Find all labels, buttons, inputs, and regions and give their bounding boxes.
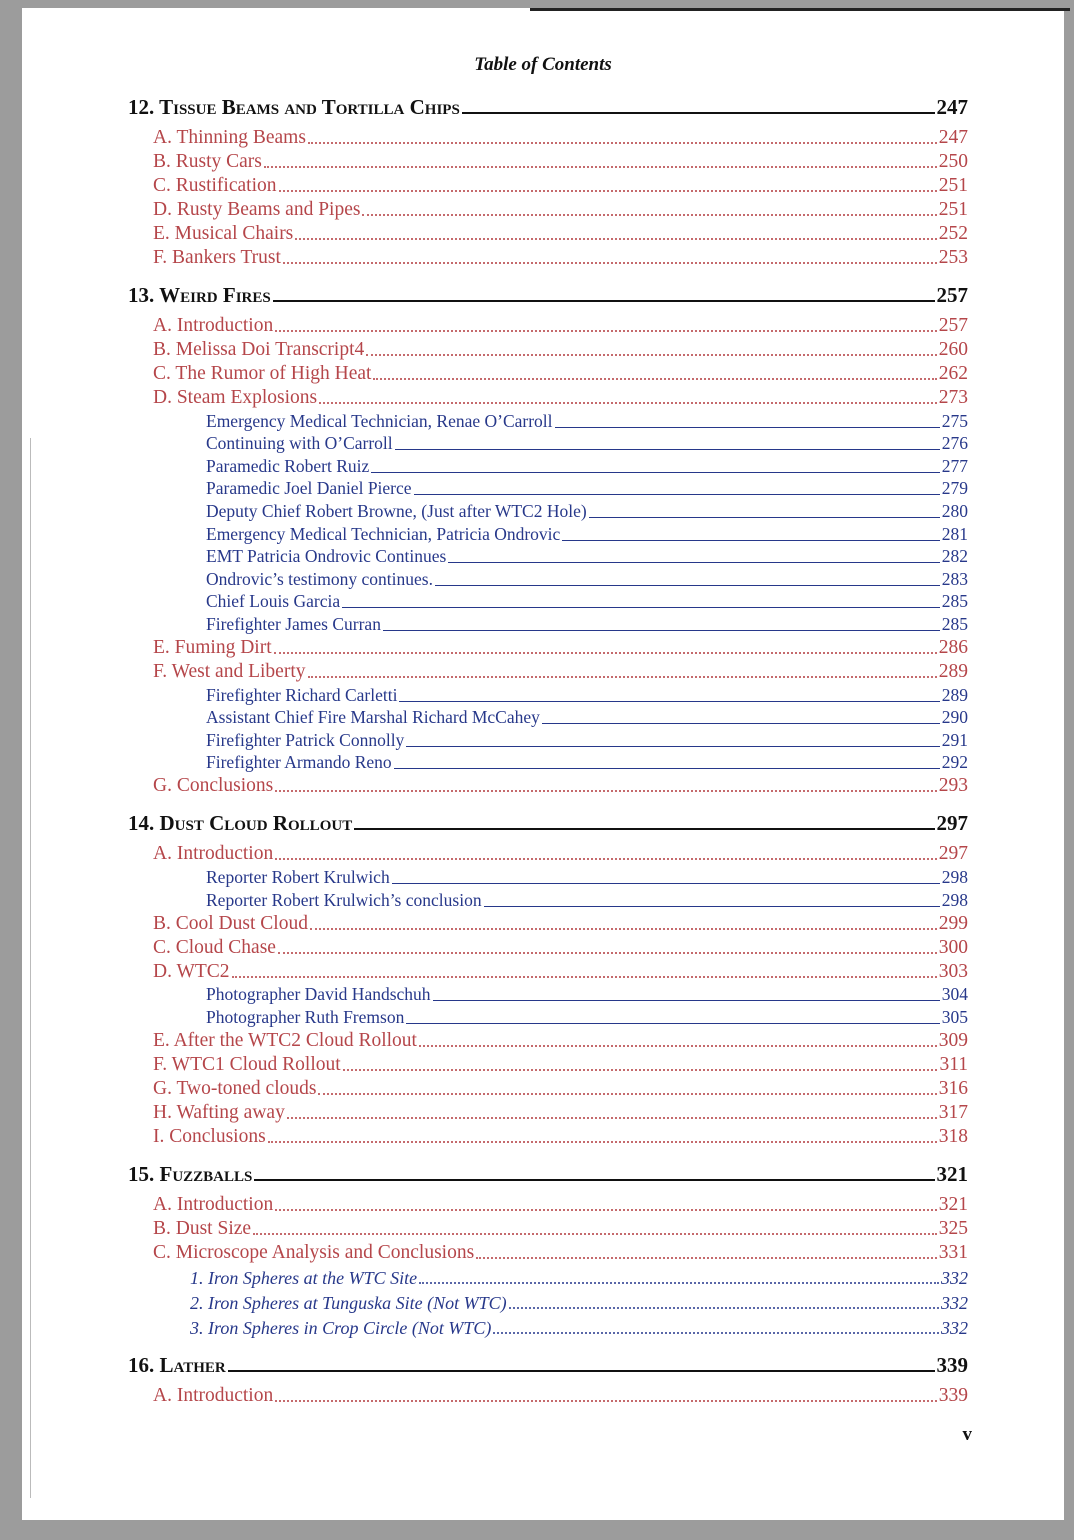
leader-line (509, 1307, 939, 1309)
entry-title: Deputy Chief Robert Browne, (Just after WTC2 Hole) (206, 500, 587, 521)
entry-page-number: 292 (941, 752, 968, 773)
entry-page-number: 291 (941, 729, 968, 750)
toc-section (128, 1052, 968, 1076)
entry-page-number: 332 (941, 1267, 968, 1288)
leader-line (275, 1209, 937, 1211)
entry-title: Firefighter Richard Carletti (206, 684, 398, 705)
entry-title: C. Rustification (153, 175, 277, 196)
leader-line (399, 701, 939, 702)
toc-section (128, 245, 968, 269)
entry-page-number: 297 (936, 811, 968, 836)
entry-title: Firefighter Armando Reno (206, 752, 392, 773)
entry-title: B. Rusty Cars (153, 151, 262, 172)
entry-page-number: 321 (936, 1161, 968, 1186)
entry-title: E. After the WTC2 Cloud Rollout (153, 1029, 417, 1051)
entry-title: 14. Dust Cloud Rollout (128, 811, 353, 836)
leader-line (395, 449, 940, 450)
toc-section (128, 659, 968, 683)
entry-title: Paramedic Joel Daniel Pierce (206, 478, 412, 499)
leader-line (287, 1117, 937, 1119)
leader-line (394, 768, 940, 769)
leader-line (366, 354, 936, 356)
leader-line (273, 300, 935, 302)
leader-line (275, 858, 937, 860)
toc-section (128, 197, 968, 221)
toc-section (128, 841, 968, 865)
leader-line (319, 402, 937, 404)
entry-title: A. Introduction (153, 1193, 274, 1215)
entry-page-number: 252 (938, 223, 968, 244)
leader-line (448, 562, 939, 563)
toc-subsection (128, 590, 968, 613)
entry-title: 16. Lather (128, 1352, 226, 1377)
toc-subsection (128, 1264, 968, 1289)
entry-page-number: 289 (938, 660, 968, 682)
entry-title: A. Introduction (153, 843, 274, 865)
toc-subsection (128, 545, 968, 568)
leader-line (295, 238, 936, 240)
toc-section (128, 173, 968, 197)
leader-line (493, 1332, 939, 1334)
entry-page-number: 332 (941, 1292, 968, 1313)
toc-section (128, 935, 968, 959)
entry-page-number: 298 (941, 866, 968, 887)
toc-subsection (128, 409, 968, 432)
leader-line (310, 928, 937, 930)
toc-subsection (128, 888, 968, 911)
leader-line (268, 1141, 937, 1143)
toc-subsection (128, 683, 968, 706)
leader-line (279, 190, 937, 192)
leader-line (283, 262, 937, 264)
entry-title: C. The Rumor of High Heat (153, 363, 372, 384)
entry-title: Continuing with O’Carroll (206, 433, 393, 454)
toc-section (128, 1076, 968, 1100)
leader-line (406, 1023, 939, 1024)
entry-page-number: 283 (941, 568, 968, 589)
toc-section (128, 959, 968, 983)
leader-line (362, 214, 936, 216)
leader-line (354, 828, 934, 830)
leader-line (275, 1400, 937, 1402)
leader-line (555, 427, 940, 428)
toc-section (128, 1192, 968, 1216)
entry-page-number: 325 (938, 1217, 968, 1239)
document-page (22, 8, 1064, 1520)
toc-section (128, 1100, 968, 1124)
leader-line (392, 883, 940, 884)
leader-line (253, 1233, 937, 1235)
toc-subsection (128, 983, 968, 1006)
entry-page-number: 277 (941, 455, 968, 476)
toc-subsection (128, 612, 968, 635)
entry-page-number: 253 (938, 247, 968, 268)
entry-title: F. WTC1 Cloud Rollout (153, 1053, 341, 1075)
toc-section (128, 385, 968, 409)
leader-line (343, 1069, 938, 1071)
entry-title: C. Cloud Chase (153, 936, 276, 958)
entry-title: D. WTC2 (153, 960, 230, 982)
leader-line (542, 723, 940, 724)
entry-title: Chief Louis Garcia (206, 591, 341, 612)
entry-page-number: 318 (938, 1125, 968, 1147)
leader-line (414, 494, 940, 495)
toc-section (128, 221, 968, 245)
entry-page-number: 260 (938, 339, 968, 360)
leader-line (318, 1093, 936, 1095)
leader-line (264, 166, 937, 168)
toc-subsection (128, 567, 968, 590)
toc-chapter (128, 1348, 968, 1378)
leader-line (232, 976, 937, 978)
entry-title: G. Two-toned clouds (153, 1077, 317, 1099)
toc-section (128, 1383, 968, 1407)
leader-line (275, 790, 936, 792)
entry-page-number: 257 (938, 315, 968, 336)
entry-page-number: 285 (941, 591, 968, 612)
scan-edge (530, 8, 1070, 11)
entry-title: G. Conclusions (153, 775, 274, 797)
toc-section (128, 1216, 968, 1240)
leader-line (419, 1282, 939, 1284)
entry-title: 12. Tissue Beams and Tortilla Chips (128, 95, 460, 119)
entry-page-number: 317 (938, 1101, 968, 1123)
entry-title: F. West and Liberty (153, 660, 306, 682)
entry-page-number: 247 (936, 95, 968, 119)
entry-title: F. Bankers Trust (153, 247, 281, 268)
entry-page-number: 251 (938, 199, 968, 220)
entry-title: A. Introduction (153, 1384, 274, 1406)
entry-page-number: 304 (941, 984, 968, 1005)
toc-section (128, 911, 968, 935)
leader-line (342, 607, 940, 608)
entry-page-number: 305 (941, 1006, 968, 1027)
entry-title: 15. Fuzzballs (128, 1161, 253, 1186)
toc-subsection (128, 477, 968, 500)
entry-title: C. Microscope Analysis and Conclusions (153, 1241, 475, 1263)
leader-line (274, 652, 937, 654)
entry-title: B. Melissa Doi Transcript4 (153, 339, 365, 360)
leader-line (254, 1179, 934, 1181)
entry-title: B. Cool Dust Cloud (153, 912, 308, 934)
toc-subsection (128, 499, 968, 522)
entry-page-number: 300 (938, 936, 968, 958)
leader-line (419, 1045, 937, 1047)
toc-section (128, 125, 968, 149)
entry-page-number: 282 (941, 546, 968, 567)
entry-page-number: 275 (941, 410, 968, 431)
entry-title: Photographer David Handschuh (206, 984, 431, 1005)
toc-subsection (128, 751, 968, 774)
entry-title: Paramedic Robert Ruiz (206, 455, 370, 476)
leader-line (308, 676, 937, 678)
toc-section (128, 1240, 968, 1264)
leader-line (476, 1257, 937, 1259)
toc-section (128, 313, 968, 337)
entry-title: 13. Weird Fires (128, 283, 271, 307)
toc-subsection (128, 432, 968, 455)
entry-title: Reporter Robert Krulwich (206, 866, 390, 887)
entry-title: EMT Patricia Ondrovic Continues (206, 546, 447, 567)
toc-chapter (128, 90, 968, 120)
entry-title: A. Thinning Beams (153, 127, 306, 148)
leader-line (406, 746, 939, 747)
toc-subsection (128, 728, 968, 751)
entry-page-number: 321 (938, 1193, 968, 1215)
leader-line (371, 472, 939, 473)
entry-page-number: 339 (936, 1352, 968, 1377)
toc-section (128, 635, 968, 659)
entry-page-number: 290 (941, 707, 968, 728)
leader-line (562, 540, 939, 541)
entry-page-number: 299 (938, 912, 968, 934)
entry-title: Emergency Medical Technician, Renae O’Carroll (206, 410, 553, 431)
entry-title: D. Rusty Beams and Pipes (153, 199, 361, 220)
entry-title: E. Fuming Dirt (153, 636, 272, 658)
toc-subsection (128, 454, 968, 477)
table-of-contents (128, 90, 968, 1407)
entry-title: I. Conclusions (153, 1125, 266, 1147)
leader-line (589, 517, 940, 518)
entry-title: B. Dust Size (153, 1217, 252, 1239)
entry-page-number: 309 (938, 1029, 968, 1051)
leader-line (228, 1370, 935, 1372)
entry-title: E. Musical Chairs (153, 223, 294, 244)
entry-page-number: 293 (938, 775, 968, 797)
entry-page-number: 273 (938, 387, 968, 408)
entry-title: 3. Iron Spheres in Crop Circle (Not WTC) (190, 1317, 492, 1338)
leader-line (433, 1000, 940, 1001)
entry-title: A. Introduction (153, 315, 274, 336)
leader-line (278, 952, 937, 954)
entry-page-number: 279 (941, 478, 968, 499)
leader-line (435, 585, 940, 586)
entry-title: Ondrovic’s testimony continues. (206, 568, 433, 589)
entry-page-number: 339 (938, 1384, 968, 1406)
entry-page-number: 281 (941, 523, 968, 544)
toc-section (128, 361, 968, 385)
entry-title: Firefighter Patrick Connolly (206, 729, 405, 750)
toc-section (128, 773, 968, 797)
leader-line (383, 630, 940, 631)
toc-subsection (128, 522, 968, 545)
entry-page-number: 251 (938, 175, 968, 196)
entry-title: Emergency Medical Technician, Patricia Ondrovic (206, 523, 561, 544)
entry-title: 2. Iron Spheres at Tunguska Site (Not WTC) (190, 1292, 507, 1313)
entry-title: Reporter Robert Krulwich’s conclusion (206, 889, 482, 910)
leader-line (308, 142, 937, 144)
entry-page-number: 298 (941, 889, 968, 910)
toc-subsection (128, 865, 968, 888)
entry-page-number: 280 (941, 500, 968, 521)
entry-page-number: 250 (938, 151, 968, 172)
toc-chapter (128, 278, 968, 308)
toc-chapter (128, 806, 968, 836)
entry-page-number: 331 (938, 1241, 968, 1263)
entry-title: Photographer Ruth Fremson (206, 1006, 405, 1027)
toc-subsection (128, 1289, 968, 1314)
toc-subsection (128, 1005, 968, 1028)
page-number: v (962, 1424, 972, 1445)
entry-page-number: 303 (938, 960, 968, 982)
entry-page-number: 286 (938, 636, 968, 658)
toc-chapter (128, 1157, 968, 1187)
entry-title: Assistant Chief Fire Marshal Richard McCahey (206, 707, 540, 728)
leader-line (275, 330, 937, 332)
entry-page-number: 297 (938, 843, 968, 865)
leader-line (462, 112, 935, 114)
toc-subsection (128, 706, 968, 729)
toc-section (128, 1124, 968, 1148)
entry-title: H. Wafting away (153, 1101, 285, 1123)
entry-page-number: 332 (941, 1317, 968, 1338)
entry-page-number: 247 (938, 127, 968, 148)
leader-line (484, 906, 940, 907)
toc-section (128, 1028, 968, 1052)
entry-page-number: 257 (936, 283, 968, 307)
entry-title: Firefighter James Curran (206, 613, 381, 634)
scan-margin-line (30, 438, 31, 1498)
entry-title: D. Steam Explosions (153, 387, 318, 408)
entry-page-number: 262 (938, 363, 968, 384)
entry-page-number: 276 (941, 433, 968, 454)
leader-line (373, 378, 936, 380)
toc-section (128, 149, 968, 173)
entry-title: 1. Iron Spheres at the WTC Site (190, 1267, 418, 1288)
entry-page-number: 316 (938, 1077, 968, 1099)
page-title: Table of Contents (474, 54, 612, 75)
entry-page-number: 285 (941, 613, 968, 634)
entry-page-number: 289 (941, 684, 968, 705)
toc-subsection (128, 1314, 968, 1339)
toc-section (128, 337, 968, 361)
entry-page-number: 311 (939, 1053, 968, 1075)
